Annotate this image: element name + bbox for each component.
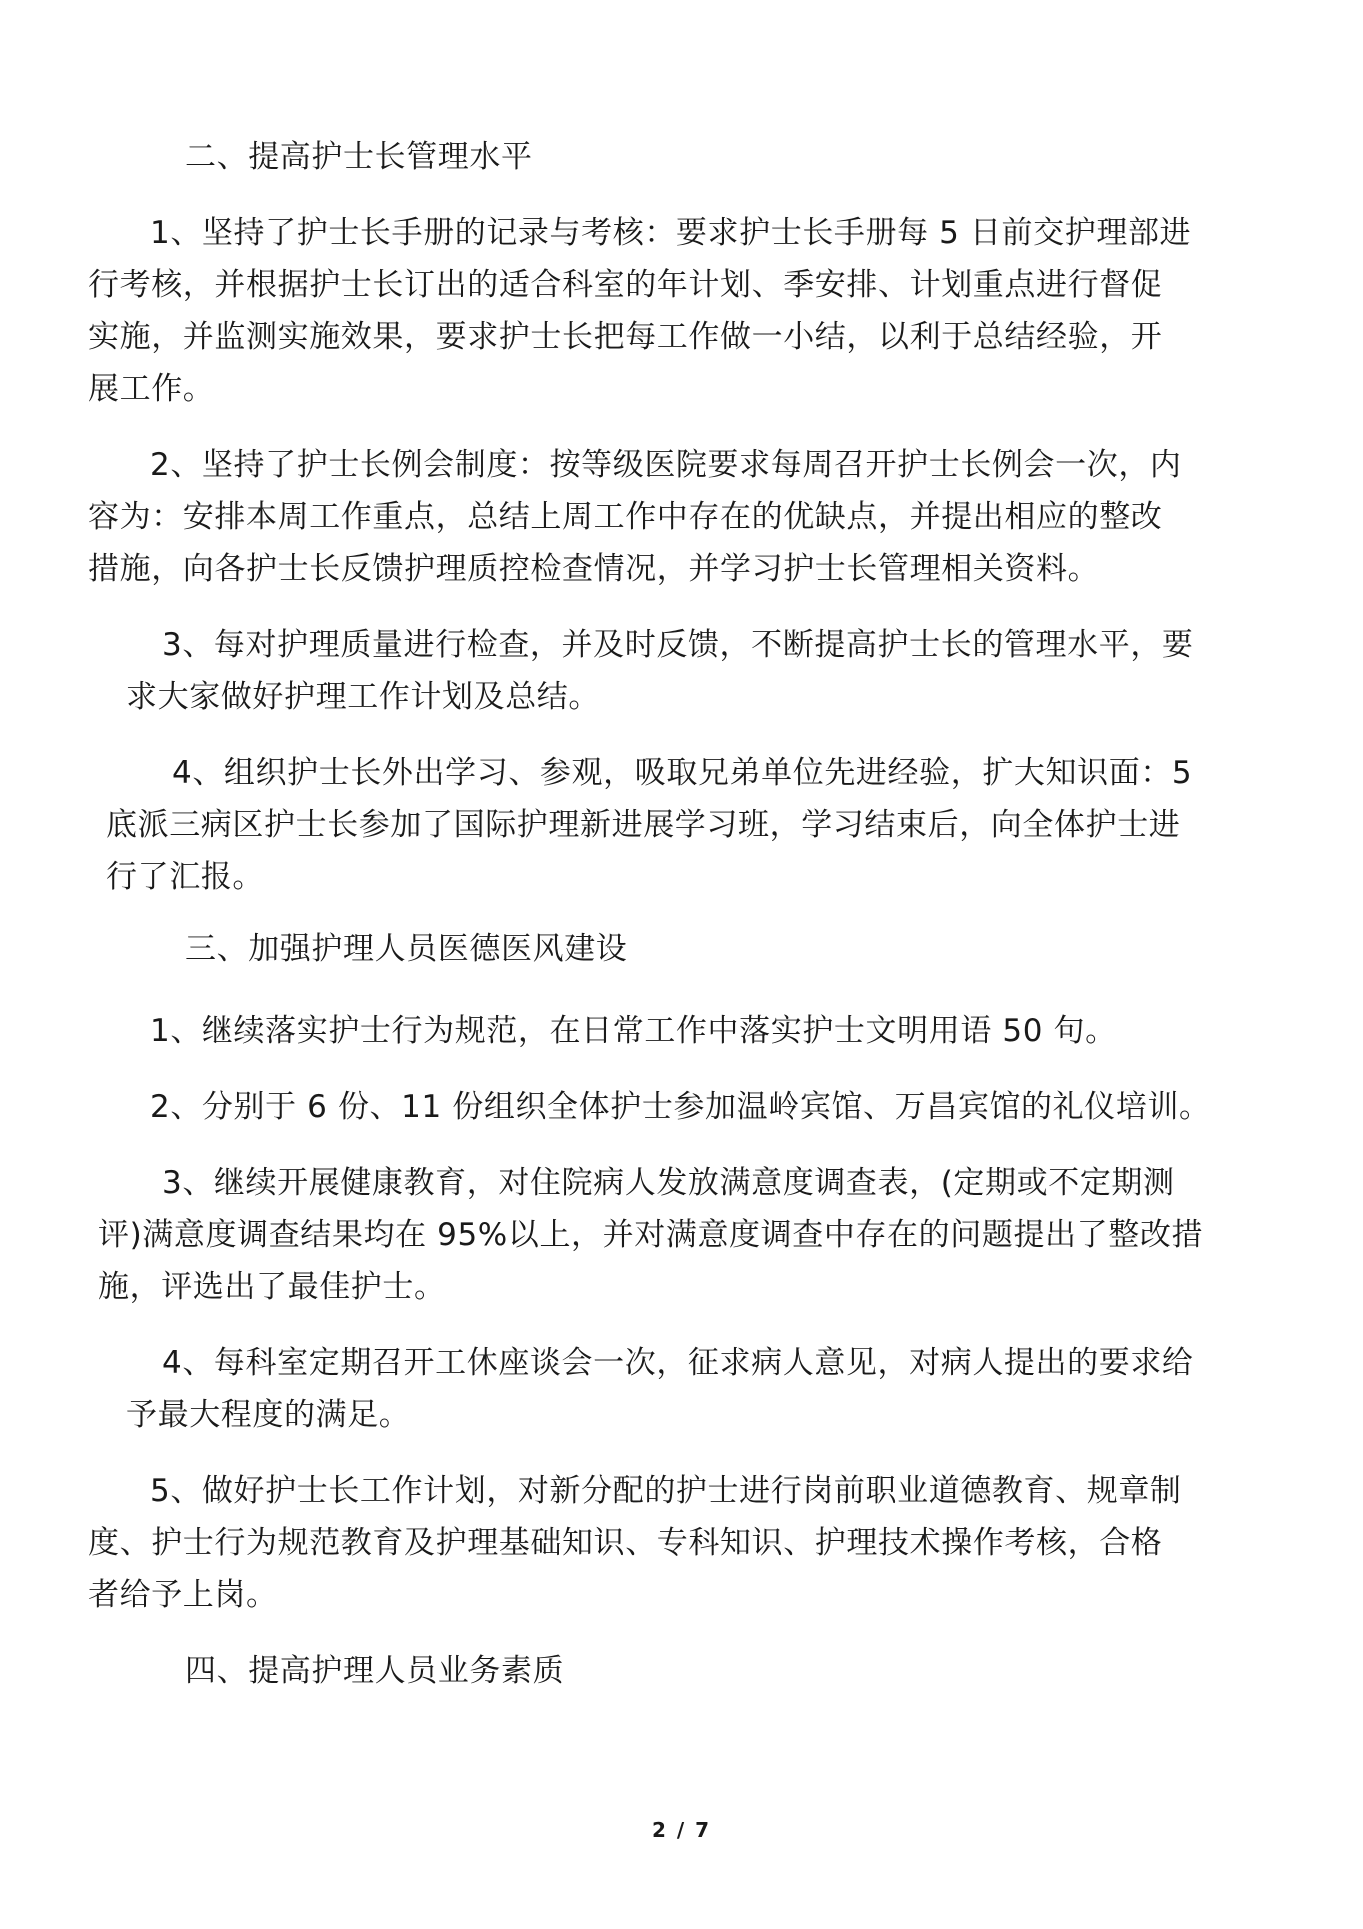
paragraph-line: 2、分别于 6 份、11 份组织全体护士参加温岭宾馆、万昌宾馆的礼仪培训。 xyxy=(150,1089,1211,1125)
paragraph-line: 2、坚持了护士长例会制度：按等级医院要求每周召开护士长例会一次，内 xyxy=(150,447,1182,483)
paragraph-line: 者给予上岗。 xyxy=(88,1577,278,1613)
paragraph-line: 予最大程度的满足。 xyxy=(126,1397,411,1433)
paragraph-line: 3、继续开展健康教育，对住院病人发放满意度调查表，(定期或不定期测 xyxy=(162,1165,1175,1201)
paragraph-line: 4、组织护士长外出学习、参观，吸取兄弟单位先进经验，扩大知识面：5 xyxy=(172,755,1193,791)
paragraph-line: 求大家做好护理工作计划及总结。 xyxy=(126,679,600,715)
paragraph-line: 1、坚持了护士长手册的记录与考核：要求护士长手册每 5 日前交护理部进 xyxy=(150,215,1192,251)
section-heading-4: 四、提高护理人员业务素质 xyxy=(185,1653,565,1689)
paragraph-line: 底派三病区护士长参加了国际护理新进展学习班，学习结束后，向全体护士进 xyxy=(106,807,1181,843)
paragraph-line: 5、做好护士长工作计划，对新分配的护士进行岗前职业道德教育、规章制 xyxy=(150,1473,1182,1509)
paragraph-line: 施，评选出了最佳护士。 xyxy=(98,1269,446,1305)
paragraph-line: 1、继续落实护士行为规范，在日常工作中落实护士文明用语 50 句。 xyxy=(150,1013,1117,1049)
section-heading-3: 三、加强护理人员医德医风建设 xyxy=(185,931,628,967)
paragraph-line: 3、每对护理质量进行检查，并及时反馈，不断提高护士长的管理水平，要 xyxy=(162,627,1194,663)
paragraph-line: 展工作。 xyxy=(88,371,215,407)
section-heading-2: 二、提高护士长管理水平 xyxy=(185,139,533,175)
paragraph-line: 评)满意度调查结果均在 95%以上，并对满意度调查中存在的问题提出了整改措 xyxy=(98,1217,1204,1253)
paragraph-line: 4、每科室定期召开工休座谈会一次，征求病人意见，对病人提出的要求给 xyxy=(162,1345,1194,1381)
paragraph-line: 容为：安排本周工作重点，总结上周工作中存在的优缺点，并提出相应的整改 xyxy=(88,499,1163,535)
page-indicator: 2 / 7 xyxy=(651,1818,712,1842)
paragraph-line: 实施，并监测实施效果，要求护士长把每工作做一小结，以利于总结经验，开 xyxy=(88,319,1163,355)
paragraph-line: 措施，向各护士长反馈护理质控检查情况，并学习护士长管理相关资料。 xyxy=(88,551,1100,587)
paragraph-line: 行了汇报。 xyxy=(106,859,264,895)
paragraph-line: 行考核，并根据护士长订出的适合科室的年计划、季安排、计划重点进行督促 xyxy=(88,267,1163,303)
paragraph-line: 度、护士行为规范教育及护理基础知识、专科知识、护理技术操作考核，合格 xyxy=(88,1525,1163,1561)
